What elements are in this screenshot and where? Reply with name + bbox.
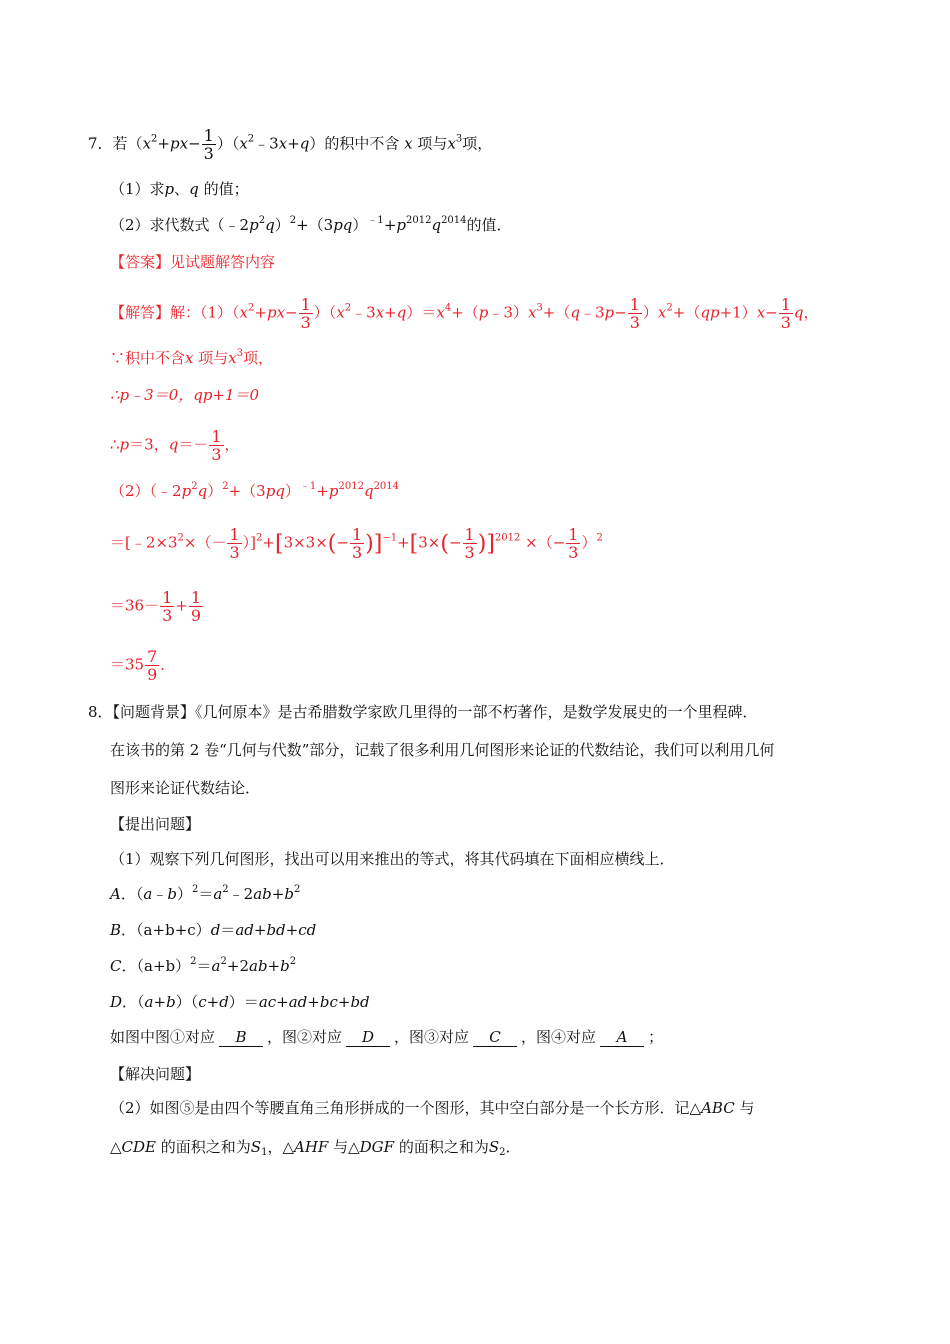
q8-raise-heading: 【提出问题】 — [110, 815, 201, 833]
q8-matching-line: 如图中图①对应 B ，图②对应 D ，图③对应 C ，图④对应 A ； — [110, 1028, 664, 1046]
q7-stem: 7．若（$x^2+px-$ $\frac{1}{3}$ ）$(x^2﹣3x+q)$的积中不含 x 项与$x^3$项， — [88, 126, 493, 163]
q7-because: ∵积中不含x 项与$x^3$项， — [110, 348, 274, 367]
q8-option-d: D．（a+b）（c+d）＝ac+ad+bc+bd — [110, 993, 370, 1011]
q8-option-b: B．（a+b+c）d＝ad+bd+cd — [110, 921, 317, 939]
answer-blank-4: A — [600, 1028, 644, 1047]
q7-step-1: $=[﹣2\times 3^2\times(-$ $\frac{1}{3}$ ）]$^2$+[3×3×(− $\frac{1}{3}$ )]$^{-1}$+[3×(− $\frac{1}{3}$ )]$^{2012}$ ×（− $\frac{1}{3}$ ）$^2$ — [110, 525, 603, 562]
answer-blank-3: C — [473, 1028, 517, 1047]
q7-step-3: ＝35 $\frac{7}{9}$ ． — [110, 647, 176, 684]
q7-subquestion-1: （1）求p、q 的值； — [110, 180, 249, 198]
q7-answer: 【答案】见试题解答内容 — [110, 253, 276, 271]
fraction-one-third: $\frac{1}{3}$ — [203, 126, 214, 163]
q8-option-c: C．$(a+b)^2=a^2+2ab+b^2$ — [110, 956, 297, 975]
q8-task-2-line-2: △CDE 的面积之和为$S_1$，△AHF 与△DGF 的面积之和为$S_2$． — [110, 1138, 521, 1158]
q8-intro-2: 在该书的第 2 卷“几何与代数”部分，记载了很多利用几何图形来论证的代数结论，我们可以利用几何 — [110, 741, 775, 759]
answer-blank-2: D — [346, 1028, 390, 1047]
q8-task-1: （1）观察下列几何图形，找出可以用来推出的等式，将其代码填在下面相应横线上． — [110, 850, 675, 868]
q8-solve-heading: 【解决问题】 — [110, 1065, 201, 1083]
answer-blank-1: B — [219, 1028, 263, 1047]
q7-step-2: ＝36－ $\frac{1}{3}$ + $\frac{1}{9}$ — [110, 588, 202, 625]
q7-therefore-1: ∴p﹣3＝0，qp+1＝0 — [110, 386, 260, 404]
q8-number: 8． — [88, 703, 113, 721]
q8-intro-1: 8．【问题背景】《几何原本》是古希腊数学家欧几里得的一部不朽著作，是数学发展史的一个里程碑． — [88, 703, 758, 721]
q7-part2-expression: $(2)(﹣2p^2q)^2+(3pq)^{﹣1}+p^{2012}q^{2014}$ — [110, 481, 400, 500]
q7-number: 7． — [88, 134, 113, 153]
q7-subquestion-2: （2）求代数式$(﹣2p^2q)^2+(3pq)^{﹣1}+p^{2012}q^{2014}$的值． — [110, 215, 512, 234]
q8-intro-3: 图形来论证代数结论． — [110, 779, 261, 797]
q7-solution-expansion: 【解答】解：$(1)(x^2+px-$ $\frac{1}{3}$ ）$(x^2﹣3x+q)=x^4+(p﹣3)x^3+(q﹣3p-$ $\frac{1}{3}$ ）$x^2+(qp+1)x-$ $\frac{1}{3}$ q， — [110, 295, 819, 332]
q8-task-2-line-1: （2）如图⑤是由四个等腰直角三角形拼成的一个图形，其中空白部分是一个长方形．记△ABC 与 — [110, 1099, 755, 1117]
q8-option-a: A．$(a﹣b)^2=a^2﹣2ab+b^2$ — [110, 884, 301, 903]
q7-therefore-2: ∴p＝3，q＝－ $\frac{1}{3}$ ， — [110, 427, 240, 464]
